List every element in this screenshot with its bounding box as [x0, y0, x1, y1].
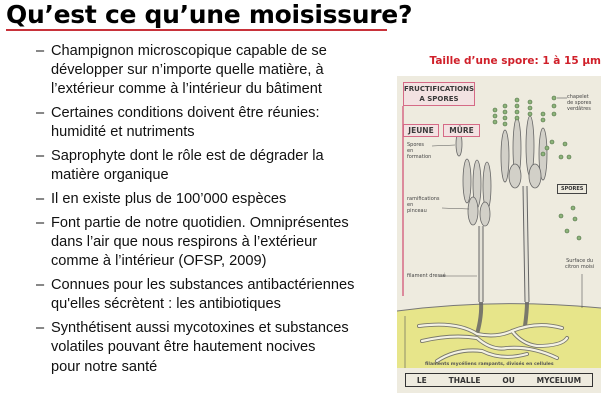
- box-text: MÛRE: [449, 126, 474, 135]
- label-filament-dresse: [407, 273, 446, 279]
- figure-caption: Taille d’une spore: 1 à 15 µm: [429, 55, 601, 67]
- bullet-line: Connues pour les substances antibactériennes: [51, 277, 355, 294]
- slide-title: Qu’est ce qu’une moisissure?: [6, 0, 413, 29]
- box-text: JEUNE: [408, 126, 434, 135]
- label-box-mure: [443, 124, 480, 137]
- bullet-item: [36, 104, 396, 142]
- box-text: OU: [502, 375, 515, 385]
- label-text: chapelet: [567, 94, 589, 100]
- bullet-line: humidité et nutriments: [51, 124, 195, 141]
- label-text: filaments mycéliens rampants, divisés en cellules: [425, 362, 554, 367]
- bullet-line: volatiles pouvant être hautement nocives: [51, 339, 316, 356]
- label-ramifications: [407, 196, 440, 214]
- label-box-thalle-mycelium: [405, 373, 593, 387]
- label-text: de spores: [567, 100, 592, 106]
- label-text: verdâtres: [567, 106, 591, 112]
- bullet-line: Saprophyte dont le rôle est de dégrader la: [51, 148, 324, 165]
- label-text: Spores: [407, 142, 425, 148]
- bullet-line: Font partie de notre quotidien. Omniprésentes: [51, 215, 349, 231]
- bullet-item: [36, 190, 396, 209]
- bullet-line: Champignon microscopique capable de se: [51, 43, 327, 59]
- label-text: en: [407, 148, 414, 154]
- label-text: pinceau: [407, 208, 427, 214]
- bullet-item: [36, 319, 396, 377]
- bullet-line: Synthétisent aussi mycotoxines et substances: [51, 320, 349, 337]
- label-text: ramifications: [407, 196, 440, 202]
- label-text: formation: [407, 154, 432, 160]
- bullet-line: Il en existe plus de 100’000 espèces: [51, 191, 287, 208]
- label-text: en: [407, 202, 414, 208]
- label-chapelet: [567, 94, 591, 112]
- label-box-spores: SPORES: [557, 184, 587, 194]
- bullet-line: Certaines conditions doivent être réunies:: [51, 105, 320, 122]
- label-text: filament dressé: [407, 273, 446, 279]
- bullet-line: matière organique: [51, 167, 169, 184]
- bullet-dash: –: [36, 191, 45, 208]
- label-spores-formation: [407, 142, 431, 160]
- bullet-dash: –: [36, 105, 45, 122]
- bullet-line: développer sur n’importe quelle matière, à: [51, 62, 324, 79]
- bullet-item: [36, 42, 396, 100]
- label-box-jeune: [403, 124, 439, 137]
- box-text: FRUCTIFICATIONS: [404, 85, 474, 93]
- bullet-line: pour notre santé: [51, 358, 158, 375]
- label-surface-citron: [565, 258, 594, 270]
- box-text: MYCELIUM: [536, 375, 582, 385]
- bullet-line: l’extérieur comme à l’intérieur du bâtiment: [51, 81, 322, 98]
- bullet-item: [36, 276, 396, 314]
- box-text: A SPORES: [419, 95, 459, 103]
- label-text: citron moisi: [565, 264, 595, 270]
- bullet-dash: –: [36, 320, 45, 337]
- mold-illustration: [397, 76, 601, 393]
- bullet-item: [36, 147, 396, 185]
- bullet-dash: –: [36, 277, 45, 294]
- title-underline: [6, 29, 387, 31]
- box-text: THALLE: [448, 375, 481, 385]
- bullet-item: [36, 214, 396, 272]
- label-filaments-myceliens: [425, 362, 554, 368]
- bullet-line: dans l’air que nous respirons à l’extérieur: [51, 234, 318, 251]
- box-text: LE: [416, 375, 427, 385]
- bullet-dash: –: [36, 215, 45, 231]
- bullet-dash: –: [36, 43, 45, 59]
- label-text: Surface du: [566, 258, 594, 264]
- bullet-line: comme à l’intérieur (OFSP, 2009): [51, 253, 267, 270]
- label-box-fructifications: [403, 82, 475, 106]
- bullet-dash: –: [36, 148, 45, 165]
- bullet-line: qu'elles sécrètent : les antibiotiques: [51, 296, 281, 313]
- bullet-list: [36, 42, 396, 381]
